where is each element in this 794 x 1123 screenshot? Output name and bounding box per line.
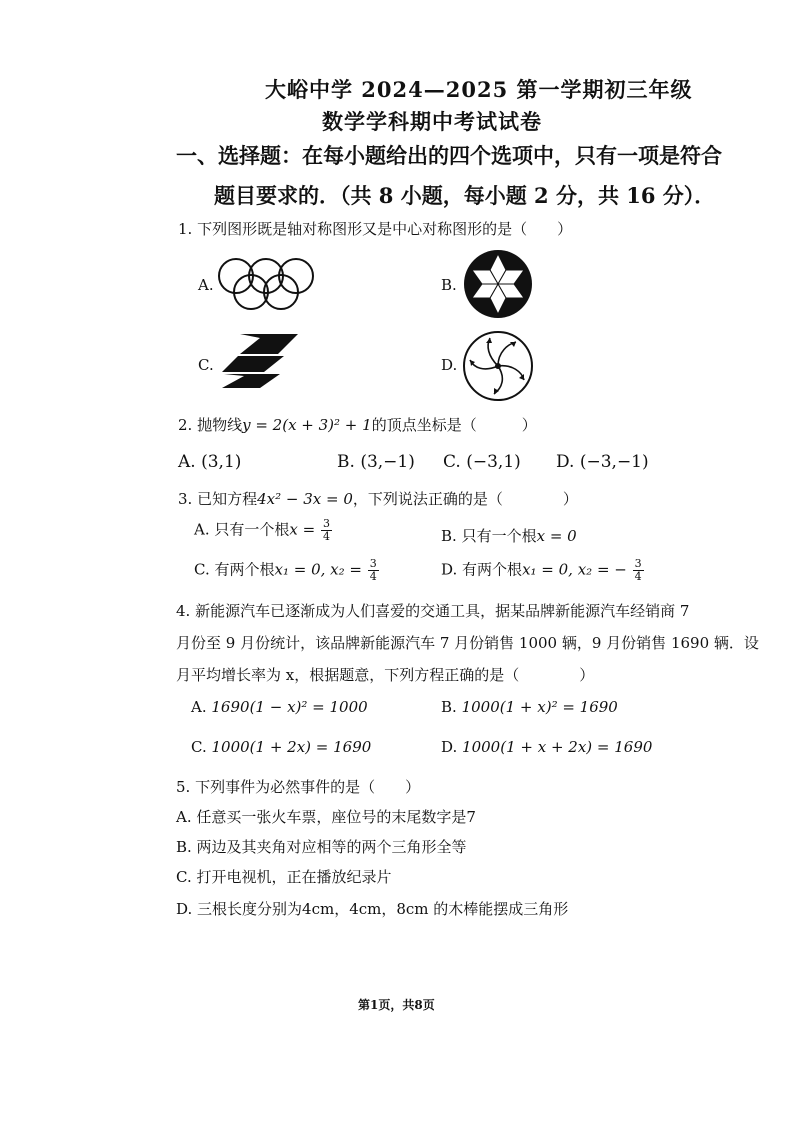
q3-option-d-text: 有两个根 xyxy=(462,560,523,579)
q3-option-a-text: 只有一个根 xyxy=(214,520,290,539)
fraction-denominator: 4 xyxy=(369,570,377,583)
q2-option-d-text: (−3,−1) xyxy=(579,452,649,472)
pinwheel-circle-icon xyxy=(462,330,534,402)
question-3-stem xyxy=(178,488,578,509)
q3-option-a-fraction xyxy=(321,518,332,543)
q2-stem-prefix: 2. 抛物线 xyxy=(178,416,243,434)
exam-title-line1: 大峪中学 2024—2025 第一学期初三年级 xyxy=(265,77,693,102)
q4-option-a-letter: A. xyxy=(191,698,207,716)
q5-option-b: B. 两边及其夹角对应相等的两个三角形全等 xyxy=(176,838,467,856)
question-4-line3: 月平均增长率为 x，根据题意，下列方程正确的是（ ） xyxy=(176,666,595,684)
q3-option-a-letter: A. xyxy=(194,520,210,539)
q5-option-d: D. 三根长度分别为4cm，4cm，8cm 的木棒能摆成三角形 xyxy=(176,900,569,918)
q1-option-b-label: B. xyxy=(441,276,457,294)
q3-option-b-text: 只有一个根 xyxy=(461,527,537,545)
q3-option-c-letter: C. xyxy=(194,560,210,579)
q3-option-b-letter: B. xyxy=(441,527,457,545)
q4-option-b-text: 1000(1 + x)² = 1690 xyxy=(461,698,618,716)
section-heading-line2: 题目要求的．（共 8 小题，每小题 2 分，共 16 分）． xyxy=(214,183,716,208)
question-5-stem: 5. 下列事件为必然事件的是（ ） xyxy=(176,778,421,796)
star-hexagon-circle-icon xyxy=(462,248,534,320)
q2-option-a-letter: A. xyxy=(178,452,196,472)
q4-option-d-text: 1000(1 + x + 2x) = 1690 xyxy=(462,738,653,756)
q4-option-a xyxy=(191,698,368,716)
q5-option-a: A. 任意买一张火车票，座位号的末尾数字是7 xyxy=(176,808,476,826)
q1-option-c-label: C. xyxy=(198,356,214,374)
q1-option-d-label: D. xyxy=(441,356,458,374)
q3-option-b xyxy=(441,525,577,546)
question-4-line2: 月份至 9 月份统计，该品牌新能源汽车 7 月份销售 1000 辆，9 月份销售 1690 辆．设 xyxy=(176,634,759,652)
q2-option-b-letter: B. xyxy=(337,452,355,472)
q2-option-c-text: (−3,1) xyxy=(466,452,521,472)
suzuki-s-logo-icon xyxy=(218,330,304,392)
q4-option-c-letter: C. xyxy=(191,738,207,756)
q3-stem-suffix: ，下列说法正确的是（ ） xyxy=(352,490,578,508)
q3-stem-prefix: 3. 已知方程 xyxy=(178,490,258,508)
exam-title-line2: 数学学科期中考试试卷 xyxy=(322,109,542,134)
q4-option-b xyxy=(441,698,618,716)
question-2-stem xyxy=(178,414,537,435)
q1-option-a-label: A. xyxy=(198,276,214,294)
fraction-numerator: 3 xyxy=(322,517,330,530)
q3-option-c-math: x₁ = 0, x₂ = xyxy=(274,560,362,579)
q2-option-b xyxy=(337,452,415,472)
q3-option-c-fraction xyxy=(368,558,379,583)
q5-option-c: C. 打开电视机，正在播放纪录片 xyxy=(176,868,392,886)
q2-option-b-text: (3,−1) xyxy=(360,452,415,472)
q4-option-b-letter: B. xyxy=(441,698,457,716)
q4-option-d-letter: D. xyxy=(441,738,458,756)
q3-option-d-math: x₁ = 0, x₂ = − xyxy=(522,560,627,579)
page-number: 第1页，共8页 xyxy=(358,998,435,1012)
q3-option-b-math: x = 0 xyxy=(536,527,577,545)
olympic-rings-icon xyxy=(216,256,316,314)
q2-option-a xyxy=(178,452,241,472)
q3-option-a xyxy=(194,518,333,543)
q2-option-a-text: (3,1) xyxy=(201,452,242,472)
q2-option-c xyxy=(443,452,521,472)
q3-option-c-text: 有两个根 xyxy=(214,560,275,579)
fraction-denominator: 4 xyxy=(322,530,330,543)
q3-formula: 4x² − 3x = 0 xyxy=(257,490,353,508)
q3-option-d-fraction xyxy=(633,558,644,583)
fraction-denominator: 4 xyxy=(634,570,642,583)
q4-option-a-text: 1690(1 − x)² = 1000 xyxy=(211,698,368,716)
section-heading-line1: 一、选择题：在每小题给出的四个选项中，只有一项是符合 xyxy=(176,143,722,168)
q3-option-a-math: x = xyxy=(289,520,316,539)
q4-option-d xyxy=(441,738,652,756)
q3-option-d xyxy=(441,558,645,583)
q4-option-c xyxy=(191,738,371,756)
q2-option-c-letter: C. xyxy=(443,452,461,472)
q2-formula: y = 2(x + 3)² + 1 xyxy=(242,416,372,434)
question-1-stem: 1. 下列图形既是轴对称图形又是中心对称图形的是（ ） xyxy=(178,220,573,238)
q3-option-c xyxy=(194,558,380,583)
q2-option-d-letter: D. xyxy=(556,452,575,472)
q4-option-c-text: 1000(1 + 2x) = 1690 xyxy=(211,738,372,756)
question-4-line1: 4. 新能源汽车已逐渐成为人们喜爱的交通工具，据某品牌新能源汽车经销商 7 xyxy=(176,602,690,620)
q2-option-d xyxy=(556,452,649,472)
q2-stem-suffix: 的顶点坐标是（ ） xyxy=(371,416,537,434)
fraction-numerator: 3 xyxy=(369,557,377,570)
fraction-numerator: 3 xyxy=(634,557,642,570)
q3-option-d-letter: D. xyxy=(441,560,458,579)
